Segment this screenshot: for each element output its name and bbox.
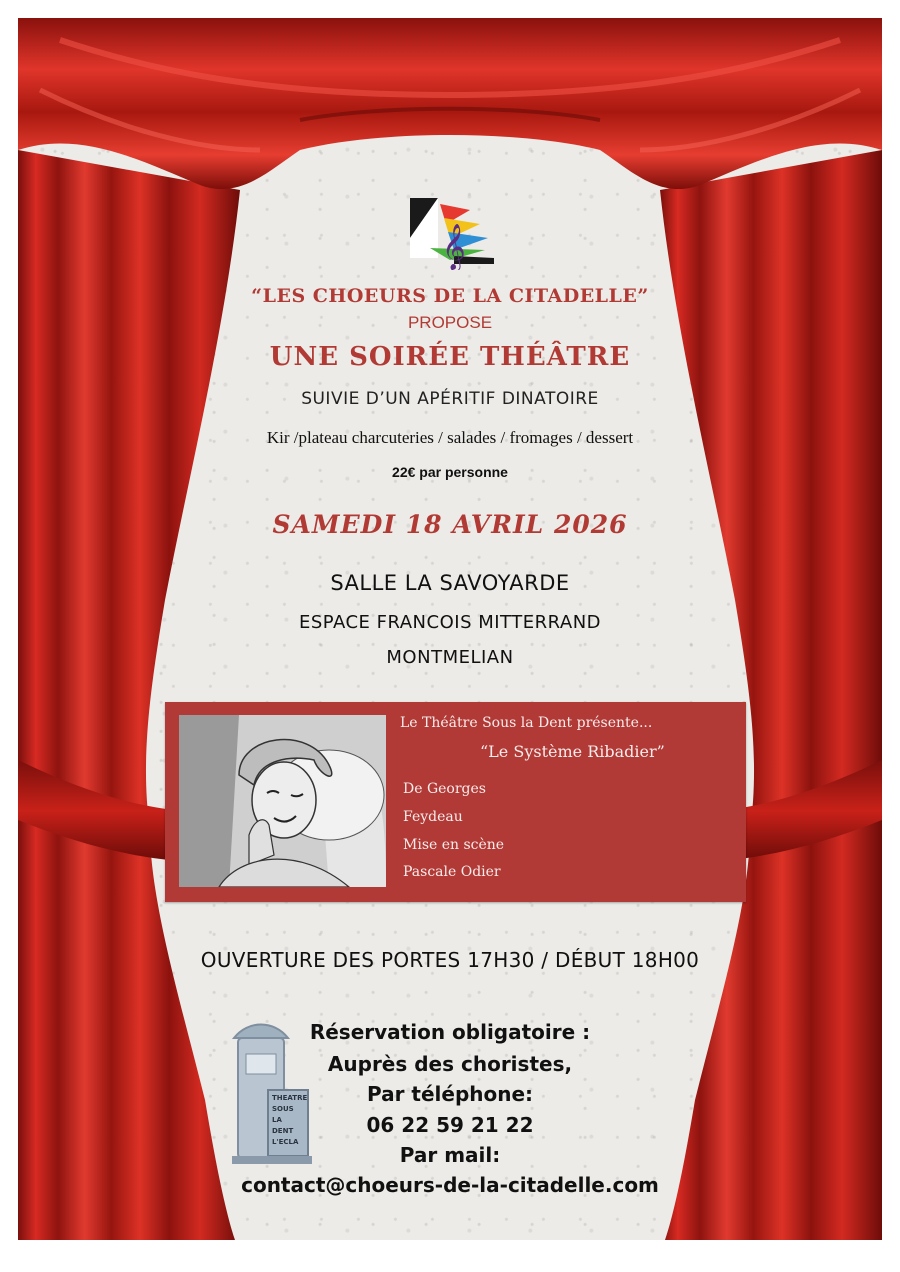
mail-label: Par mail: [399,1143,501,1167]
booth-sign-line-5: L'ECLA [272,1138,299,1146]
venue-town: MONTMELIAN [386,647,514,668]
booth-sign-line-2: SOUS [272,1105,294,1113]
venue-hall: SALLE LA SAVOYARDE [330,571,570,595]
direction-line-2: Pascale Odier [403,864,501,880]
author-line-1: De Georges [403,781,486,797]
reservation-heading: Réservation obligatoire : [309,1020,591,1044]
propose-label: PROPOSE [407,313,493,332]
phone-number[interactable]: 06 22 59 21 22 [366,1113,534,1137]
event-subtitle: SUIVIE D’UN APÉRITIF DINATOIRE [301,389,599,409]
direction-line-1: Mise en scène [403,837,505,853]
menu-list: Kir /plateau charcuteries / salades / fromages / dessert [266,428,634,447]
author-line-2: Feydeau [403,809,463,825]
svg-text:𝄞: 𝄞 [442,224,466,270]
event-date: SAMEDI 18 AVRIL 2026 [272,510,628,539]
venue-space: ESPACE FRANCOIS MITTERRAND [298,612,602,633]
event-title: UNE SOIRÉE THÉÂTRE [269,342,631,372]
play-info-box [165,702,746,902]
email-link[interactable]: contact@choeurs-de-la-citadelle.com [241,1173,659,1197]
price-label: 22€ par personne [392,464,508,480]
play-title: “Le Système Ribadier” [480,742,665,761]
booth-sign-line-3: LA [272,1116,282,1124]
organizer-name: “LES CHOEURS DE LA CITADELLE” [251,285,649,307]
booth-sign-line-1: THEATRE [272,1094,308,1102]
presenter-text: Le Théâtre Sous la Dent présente... [400,715,653,731]
booth-sign-line-4: DENT [272,1127,294,1135]
phone-label: Par téléphone: [366,1082,534,1106]
woman-portrait-illustration [179,715,386,887]
schedule-text: OUVERTURE DES PORTES 17H30 / DÉBUT 18H00 [200,948,700,972]
choir-logo-treble-clef-icon [410,198,495,270]
reservation-choristes: Auprès des choristes, [327,1052,573,1076]
